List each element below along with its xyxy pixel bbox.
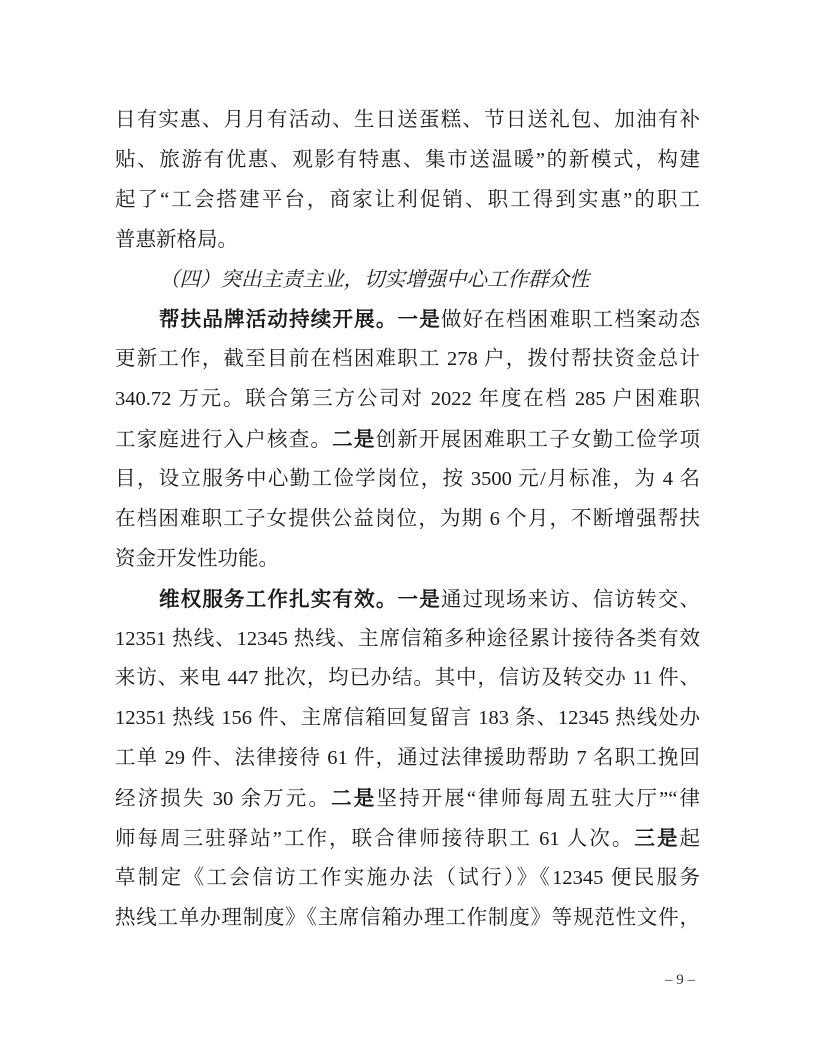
text-segment: 在档困难职工子女提供公益岗位，为期 6 个月，不断增强帮扶: [115, 507, 700, 530]
document-line: [115, 261, 700, 301]
document-line: [115, 181, 700, 221]
text-segment: 12351 热线、12345 热线、主席信箱多种途径累计接待各类有效: [115, 627, 700, 650]
document-line: [115, 141, 700, 181]
text-segment: 创新开展困难职工子女勤工俭学项: [375, 429, 700, 452]
text-segment: 普惠新格局。: [115, 228, 238, 251]
document-body: [115, 101, 700, 939]
document-line: [115, 500, 700, 540]
document-line: [115, 300, 700, 340]
document-line: [115, 460, 700, 500]
text-segment: 做好在档困难职工档案动态: [440, 309, 700, 332]
text-segment: 12351 热线 156 件、主席信箱回复留言 183 条、12345 热线处办: [115, 707, 700, 730]
text-segment: 二是: [332, 428, 376, 452]
document-line: [115, 380, 700, 420]
text-segment: 更新工作，截至目前在档困难职工 278 户，拨付帮扶资金总计: [115, 348, 700, 371]
text-segment: 来访、来电 447 批次，均已办结。其中，信访及转交办 11 件、: [115, 667, 700, 690]
text-segment: 帮扶品牌活动持续开展。一是: [159, 308, 441, 332]
text-segment: 目，设立服务中心勤工俭学岗位，按 3500 元/月标准，为 4 名: [115, 468, 700, 491]
document-line: [115, 221, 700, 261]
text-segment: 工单 29 件、法律接待 61 件，通过法律援助帮助 7 名职工挽回: [115, 747, 700, 770]
document-line: [115, 340, 700, 380]
document-line: [115, 739, 700, 779]
document-line: [115, 620, 700, 660]
text-segment: 二是: [331, 787, 377, 811]
document-line: [115, 420, 700, 460]
document-line: [115, 580, 700, 620]
document-line: [115, 819, 700, 859]
text-segment: 草制定《工会信访工作实施办法（试行）》《12345 便民服务: [115, 866, 700, 889]
text-segment: 坚持开展“律师每周五驻大厅”“律: [376, 788, 700, 811]
document-line: [115, 540, 700, 580]
text-segment: 热线工单办理制度》《主席信箱办理工作制度》等规范性文件，: [115, 906, 700, 929]
text-segment: 师每周三驻驿站”工作，联合律师接待职工 61 人次。: [115, 828, 635, 851]
text-segment: 起了“工会搭建平台，商家让利促销、职工得到实惠”的职工: [115, 188, 700, 211]
document-line: [115, 699, 700, 739]
page-number: – 9 –: [665, 972, 695, 988]
document-line: [115, 859, 700, 899]
text-segment: 维权服务工作扎实有效。一是: [159, 587, 441, 611]
text-segment: 三是: [634, 827, 680, 851]
text-segment: 资金开发性功能。: [115, 547, 279, 570]
document-line: [115, 779, 700, 819]
text-segment: 贴、旅游有优惠、观影有特惠、集市送温暖”的新模式，构建: [115, 148, 700, 171]
text-segment: 通过现场来访、信访转交、: [440, 588, 700, 611]
text-segment: （四）突出主责主业，切实增强中心工作群众性: [159, 268, 590, 291]
text-segment: 日有实惠、月月有活动、生日送蛋糕、节日送礼包、加油有补: [115, 109, 700, 131]
text-segment: 340.72 万元。联合第三方公司对 2022 年度在档 285 户困难职: [115, 388, 700, 411]
document-line: [115, 101, 700, 141]
text-segment: 起: [679, 828, 700, 851]
document-line: [115, 899, 700, 939]
text-segment: 经济损失 30 余万元。: [115, 788, 332, 811]
document-line: [115, 659, 700, 699]
text-segment: 工家庭进行入户核查。: [115, 429, 333, 452]
